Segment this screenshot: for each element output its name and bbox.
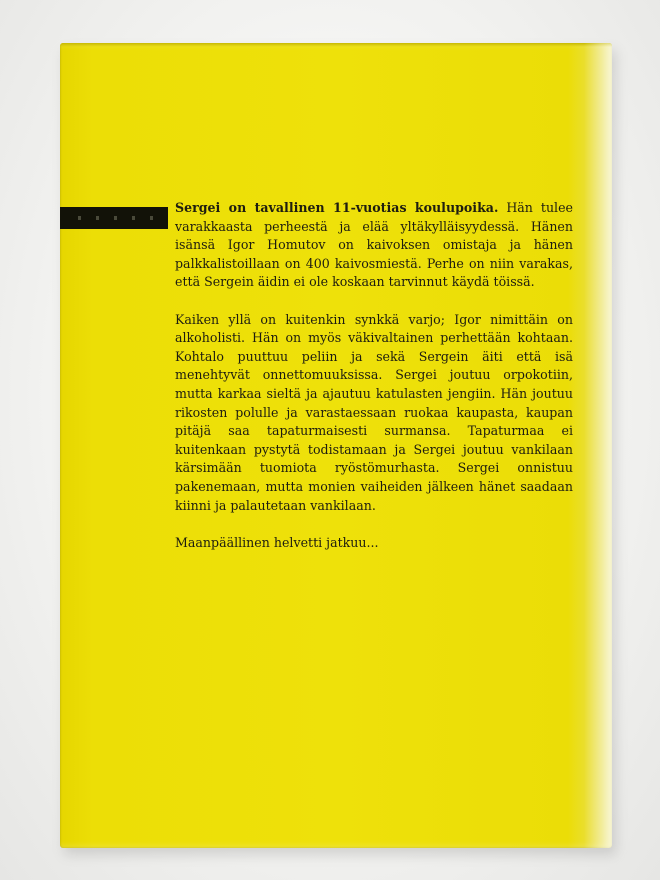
spine-glare [584,43,612,848]
blurb-paragraph-3: Maanpäällinen helvetti jatkuu... [175,534,379,550]
book-back-cover [60,43,612,848]
blurb-paragraph-2: Kaiken yllä on kuitenkin synkkä varjo; Igor nimittäin on alkoholisti. Hän on myös väkivaltainen perhettään kohtaan. Kohtalo puuttuu peliin ja sekä Sergein äiti että isä menehtyvät onnettomuuksissa. Sergei joutuu orpokotiin, mutta karkaa sieltä ja ajautuu katulasten jengiin. Hän joutuu rikosten polulle ja varastaessaan ruokaa kaupasta, kaupan pitäjä saa tapaturmaisesti surmansa. Tapaturmaa ei kuitenkaan pystytä todistamaan ja Sergei joutuu vankilaan kärsimään tuomiota ryöstömurhasta. Sergei onnistuu pakenemaan, mutta monien vaiheiden jälkeen hänet saadaan kiinni ja palautetaan vankilaan. [175,311,573,513]
bar-dots [78,216,158,220]
blurb-text [175,199,573,571]
blurb-paragraph-1 [175,199,573,292]
blurb-paragraph-1-rest: Hän tulee varakkaasta perheestä ja elää yltäkylläisyydessä. Hänen isänsä Igor Homutov on kaivoksen omistaja ja hänen palkkalistoillaan on 400 kaivosmiestä. Perhe on niin varakas, että Sergein äidin ei ole koskaan tarvinnut käydä töissä. [175,200,573,290]
book-top-edge [60,43,612,47]
decorative-black-bar [60,207,168,229]
blurb-lead-sentence: Sergei on tavallinen 11-vuotias koulupoika. [175,200,499,215]
